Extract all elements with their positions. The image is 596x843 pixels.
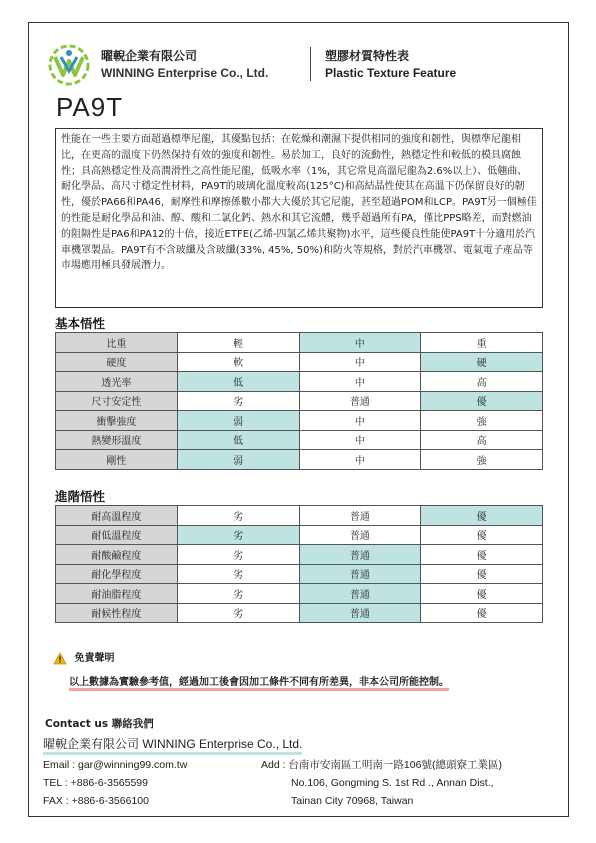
property-value: 強 — [421, 411, 543, 431]
property-value: 優 — [421, 564, 543, 584]
property-value: 劣 — [177, 564, 299, 584]
property-value: 劣 — [177, 391, 299, 411]
property-value: 軟 — [177, 352, 299, 372]
page-frame — [28, 22, 569, 817]
property-row — [56, 391, 543, 411]
property-value: 中 — [299, 352, 421, 372]
contact-company: 曜輗企業有限公司 WINNING Enterprise Co., Ltd. — [43, 735, 302, 755]
property-row — [56, 584, 543, 604]
material-title: PA9T — [56, 92, 124, 122]
property-value: 中 — [299, 450, 421, 470]
property-value-selected: 低 — [177, 372, 299, 392]
property-row — [56, 450, 543, 470]
property-value-selected: 優 — [421, 391, 543, 411]
property-value: 高 — [421, 430, 543, 450]
company-logo-icon — [47, 43, 91, 87]
property-label: 耐候性程度 — [56, 603, 178, 623]
property-label: 熱變形溫度 — [56, 430, 178, 450]
property-value-selected: 普通 — [299, 545, 421, 565]
property-value: 優 — [421, 584, 543, 604]
property-value-selected: 低 — [177, 430, 299, 450]
property-label: 耐酸鹼程度 — [56, 545, 178, 565]
property-value: 普通 — [299, 525, 421, 545]
property-value-selected: 硬 — [421, 352, 543, 372]
property-label: 剛性 — [56, 450, 178, 470]
advanced-properties-title: 進階悟性 — [55, 489, 106, 504]
property-value-selected: 劣 — [177, 525, 299, 545]
property-value: 劣 — [177, 603, 299, 623]
company-name-zh: 曜輗企業有限公司 — [101, 49, 198, 63]
property-value: 中 — [299, 430, 421, 450]
disclaimer-text: 以上數據為實驗參考值，經過加工後會因加工條件不同有所差異，非本公司所能控制。 — [69, 673, 449, 691]
property-value-selected: 弱 — [177, 411, 299, 431]
property-value-selected: 普通 — [299, 564, 421, 584]
property-value: 優 — [421, 525, 543, 545]
property-label: 耐低溫程度 — [56, 525, 178, 545]
property-value-selected: 優 — [421, 506, 543, 526]
property-value: 優 — [421, 603, 543, 623]
advanced-properties-table — [55, 505, 543, 623]
warning-icon — [53, 652, 67, 665]
document-type-en: Plastic Texture Feature — [325, 66, 457, 80]
property-label: 透光率 — [56, 372, 178, 392]
property-value-selected: 普通 — [299, 584, 421, 604]
property-value: 普通 — [299, 391, 421, 411]
material-description: 性能在一些主要方面超過標準尼龍，其優點包括：在乾燥和潮濕下提供相同的強度和韌性，與標準尼龍相比，在更高的溫度下仍然保持有效的強度和韌性。易於加工，良好的流動性，熱穩定性和較低的模具腐蝕性；具高熱穩定性及高潤滑性之高性能尼龍，低吸水率（1%，其它常見高溫尼龍為2.6%以上）、低翹曲、耐化學品、高尺寸穩定性材料，PA9T的玻璃化溫度較高(125°C)和高結晶性使其在高溫下仍保留良好的韌性，優於PA66和PA46，耐摩性和摩擦係數小都大大優於其它尼龍，甚至超過POM和LCP。PA9T另一個極佳的性能是耐化學品和油、醇、酸和二氯化鈣、熱水和其它流體，幾乎超過所有PA，僅比PPS略差，而對燃油的阻隔性是PA6和PA12的十倍，接近ETFE(乙烯-四氯乙烯共聚物)水平，這些優良性能使PA9T十分適用於汽車機罩製品。PA9T有不含玻纖及含玻纖(33%, 45%, 50%)和防火等規格，對於汽車機罩、電氣電子產品等市場應用極具發展潛力。 — [55, 128, 543, 308]
property-value: 重 — [421, 333, 543, 353]
property-row — [56, 352, 543, 372]
property-value: 高 — [421, 372, 543, 392]
property-label: 比重 — [56, 333, 178, 353]
property-value: 輕 — [177, 333, 299, 353]
company-name-en: WINNING Enterprise Co., Ltd. — [101, 66, 269, 80]
document-type — [325, 47, 456, 80]
contact-address — [261, 756, 502, 810]
property-value: 中 — [299, 411, 421, 431]
address-en-line1: No.106, Gongming S. 1st Rd ., Annan Dist., — [291, 777, 494, 789]
contact-email[interactable]: Email : gar@winning99.com.tw — [43, 759, 188, 771]
property-row — [56, 372, 543, 392]
basic-properties-title: 基本悟性 — [55, 316, 106, 331]
property-value-selected: 弱 — [177, 450, 299, 470]
property-row — [56, 506, 543, 526]
header-divider — [310, 47, 311, 81]
property-row — [56, 333, 543, 353]
property-label: 耐油脂程度 — [56, 584, 178, 604]
property-row — [56, 411, 543, 431]
property-label: 耐化學程度 — [56, 564, 178, 584]
property-value-selected: 中 — [299, 333, 421, 353]
contact-fax: FAX : +886-6-3566100 — [43, 795, 149, 807]
disclaimer-title: 免責聲明 — [74, 653, 115, 664]
property-value: 普通 — [299, 506, 421, 526]
document-type-zh: 塑膠材質特性表 — [325, 49, 410, 63]
property-row — [56, 564, 543, 584]
contact-tel: TEL : +886-6-3565599 — [43, 777, 148, 789]
address-zh: Add : 台南市安南區工明南一路106號(總頭寮工業區) — [261, 759, 502, 771]
property-value: 優 — [421, 545, 543, 565]
address-en-line2: Tainan City 70968, Taiwan — [291, 795, 414, 807]
property-label: 尺寸安定性 — [56, 391, 178, 411]
property-value: 劣 — [177, 506, 299, 526]
property-value: 中 — [299, 372, 421, 392]
contact-details — [43, 756, 187, 810]
property-value: 劣 — [177, 545, 299, 565]
contact-heading: Contact us 聯絡我們 — [45, 718, 154, 730]
property-row — [56, 603, 543, 623]
property-row — [56, 525, 543, 545]
header — [45, 39, 545, 89]
disclaimer-heading — [53, 649, 114, 665]
property-label: 硬度 — [56, 352, 178, 372]
property-value: 強 — [421, 450, 543, 470]
basic-properties-table — [55, 332, 543, 470]
property-label: 耐高溫程度 — [56, 506, 178, 526]
property-value-selected: 普通 — [299, 603, 421, 623]
property-row — [56, 430, 543, 450]
company-name — [101, 47, 268, 80]
property-value: 劣 — [177, 584, 299, 604]
property-row — [56, 545, 543, 565]
property-label: 衝擊強度 — [56, 411, 178, 431]
